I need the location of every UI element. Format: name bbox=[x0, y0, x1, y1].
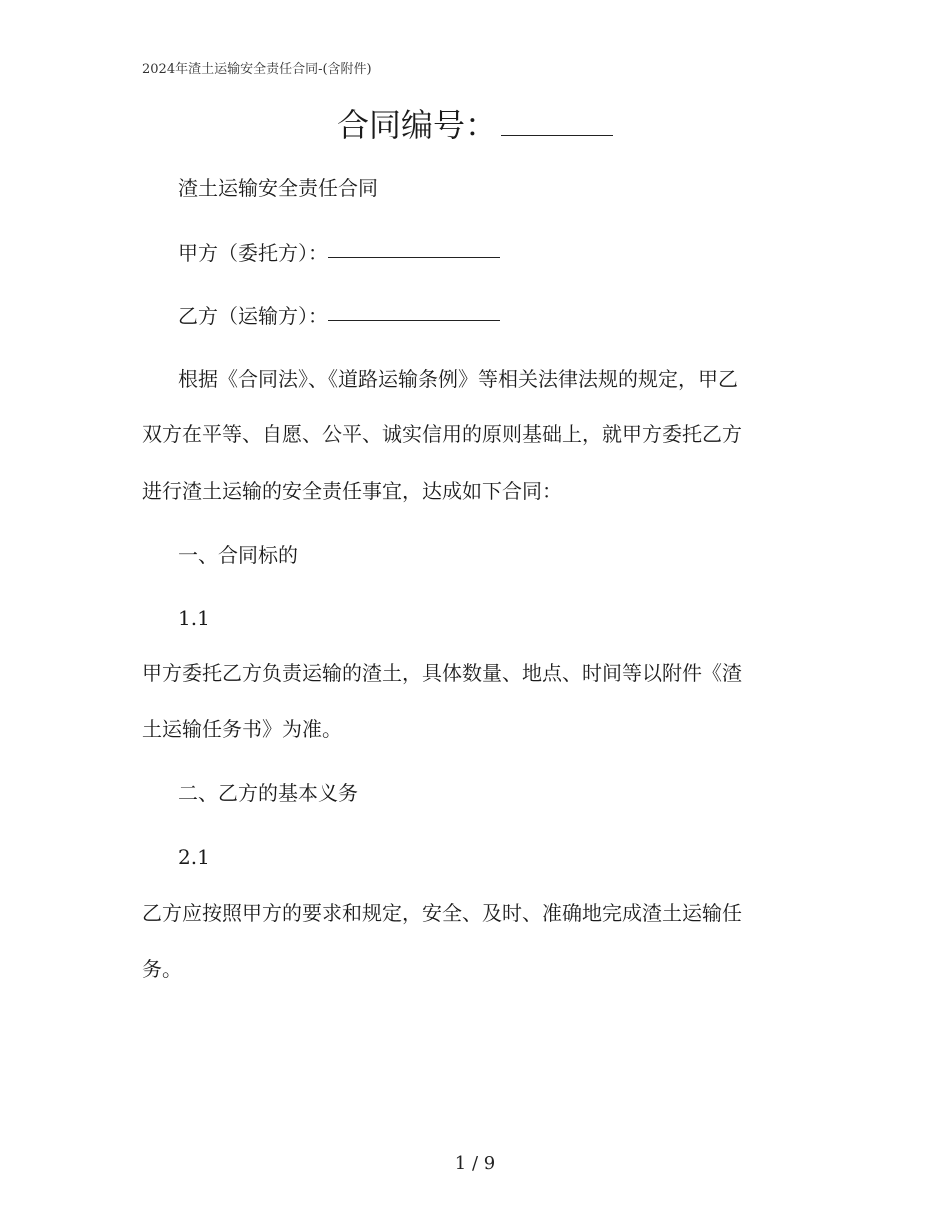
contract-number-label: 合同编号： bbox=[336, 106, 497, 144]
contract-number bbox=[0, 100, 950, 146]
party-b-blank bbox=[328, 319, 500, 321]
clause-2-1-number: 2.1 bbox=[178, 845, 210, 869]
party-a-label: 甲方（委托方）： bbox=[178, 241, 328, 265]
section-1-heading: 一、合同标的 bbox=[178, 543, 298, 567]
page-number: 1 / 9 bbox=[454, 1153, 496, 1174]
clause-1-1-line-1: 甲方委托乙方负责运输的渣土，具体数量、地点、时间等以附件《渣 bbox=[142, 661, 742, 685]
party-b-line bbox=[178, 306, 500, 326]
party-a-blank bbox=[328, 256, 500, 258]
section-2-heading: 二、乙方的基本义务 bbox=[178, 781, 358, 805]
party-b-label: 乙方（运输方）： bbox=[178, 304, 328, 328]
intro-line-2: 双方在平等、自愿、公平、诚实信用的原则基础上，就甲方委托乙方 bbox=[142, 422, 742, 446]
clause-1-1-line-2: 土运输任务书》为准。 bbox=[142, 717, 342, 741]
intro-line-1: 根据《合同法》、《道路运输条例》等相关法律法规的规定，甲乙 bbox=[178, 367, 738, 391]
clause-1-1-number: 1.1 bbox=[178, 606, 210, 630]
intro-line-3: 进行渣土运输的安全责任事宜，达成如下合同： bbox=[142, 479, 562, 503]
running-header: 2024年渣土运输安全责任合同-(含附件) bbox=[142, 62, 372, 77]
clause-2-1-line-1: 乙方应按照甲方的要求和规定，安全、及时、准确地完成渣土运输任 bbox=[142, 901, 742, 925]
party-a-line bbox=[178, 243, 500, 263]
contract-number-blank bbox=[501, 134, 613, 136]
clause-2-1-line-2: 务。 bbox=[142, 957, 182, 981]
contract-title: 渣土运输安全责任合同 bbox=[178, 176, 378, 200]
